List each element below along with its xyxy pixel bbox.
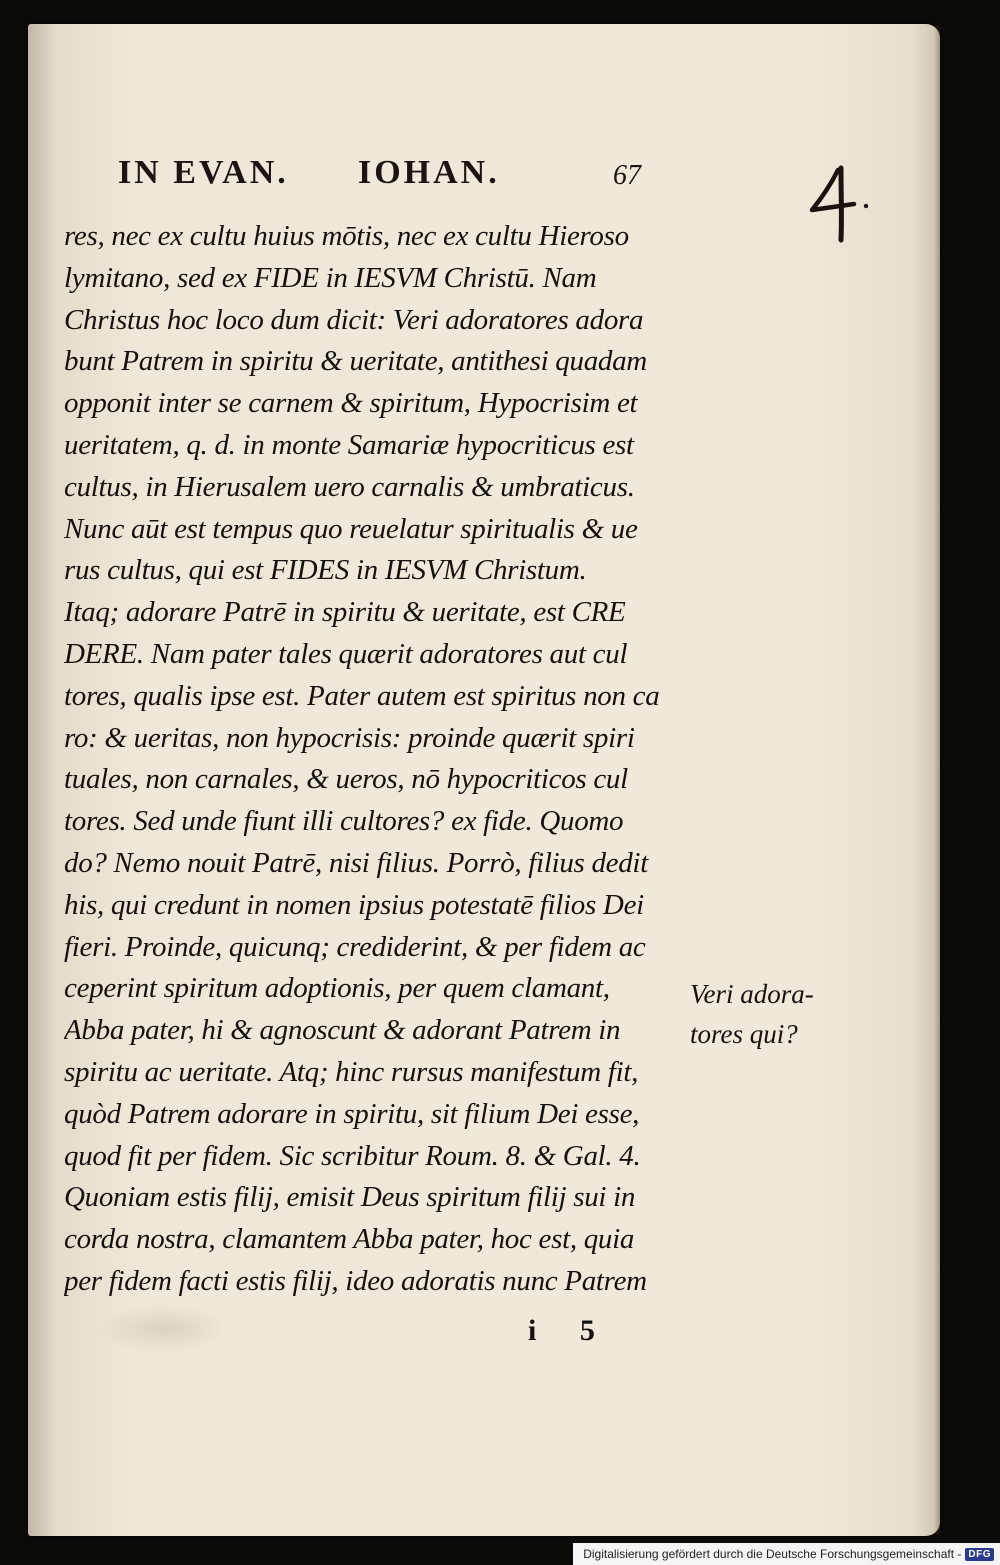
- handwritten-folio-mark: [808, 164, 878, 244]
- text-line: Itaq; adorare Patrē in spiritu & ueritate, est CRE: [64, 596, 626, 629]
- text-line: ro: & ueritas, non hypocrisis: proinde quærit spiri: [64, 721, 635, 754]
- text-line: rus cultus, qui est FIDES in IESVM Christum.: [64, 554, 587, 587]
- text-line: tores, qualis ipse est. Pater autem est spiritus non ca: [64, 679, 660, 712]
- text-line: spiritu ac ueritate. Atq; hinc rursus manifestum fit,: [64, 1055, 639, 1088]
- marginal-note: [690, 974, 870, 1054]
- text-line: per fidem facti estis filij, ideo adoratis nunc Patrem: [64, 1264, 647, 1297]
- text-line: quòd Patrem adorare in spiritu, sit filium Dei esse,: [64, 1097, 640, 1130]
- text-line: tores. Sed unde fiunt illi cultores? ex fide. Quomo: [64, 805, 624, 838]
- digitization-credit-banner: [573, 1543, 1000, 1565]
- text-line: corda nostra, clamantem Abba pater, hoc est, quia: [64, 1223, 635, 1256]
- text-line: opponit inter se carnem & spiritum, Hypocrisim et: [64, 387, 638, 420]
- text-line: cultus, in Hierusalem uero carnalis & umbraticus.: [64, 470, 635, 503]
- text-line: ueritatem, q. d. in monte Samariæ hypocriticus est: [64, 428, 634, 461]
- ink-bleed-through: [98, 1304, 228, 1354]
- dfg-logo: DFG: [965, 1548, 994, 1561]
- text-line: his, qui credunt in nomen ipsius potestatē filios Dei: [64, 888, 644, 921]
- signature-mark: i 5: [528, 1314, 613, 1347]
- running-title-left: IN EVAN.: [118, 154, 289, 191]
- text-line: tuales, non carnales, & ueros, nō hypocriticos cul: [64, 763, 628, 796]
- text-line: Nunc aūt est tempus quo reuelatur spiritualis & ue: [64, 512, 638, 545]
- body-text: [64, 216, 704, 1303]
- running-title-right: IOHAN.: [358, 154, 500, 191]
- text-line: Abba pater, hi & agnoscunt & adorant Patrem in: [64, 1014, 621, 1047]
- text-line: DERE. Nam pater tales quærit adoratores aut cul: [64, 637, 628, 670]
- book-page: [28, 24, 940, 1536]
- credit-text: Digitalisierung gefördert durch die Deutsche Forschungsgemeinschaft -: [583, 1547, 962, 1561]
- text-line: res, nec ex cultu huius mōtis, nec ex cultu Hieroso: [64, 220, 629, 252]
- folio-number: 67: [613, 160, 641, 191]
- text-line: fieri. Proinde, quicunq; crediderint, & per fidem ac: [64, 930, 646, 963]
- running-header: [118, 154, 708, 204]
- text-line: Quoniam estis filij, emisit Deus spiritum filij sui in: [64, 1181, 636, 1214]
- text-line: quod fit per fidem. Sic scribitur Roum. 8. & Gal. 4.: [64, 1139, 641, 1172]
- text-line: ceperint spiritum adoptionis, per quem clamant,: [64, 972, 610, 1005]
- marginal-note-line: Veri adora-: [690, 979, 814, 1009]
- text-line: bunt Patrem in spiritu & ueritate, antithesi quadam: [64, 345, 647, 378]
- marginal-note-line: tores qui?: [690, 1019, 798, 1049]
- text-line: Christus hoc loco dum dicit: Veri adoratores adora: [64, 303, 644, 336]
- text-line: do? Nemo nouit Patrē, nisi filius. Porrò, filius dedit: [64, 846, 648, 879]
- text-line: lymitano, sed ex FIDE in IESVM Christū. Nam: [64, 261, 597, 294]
